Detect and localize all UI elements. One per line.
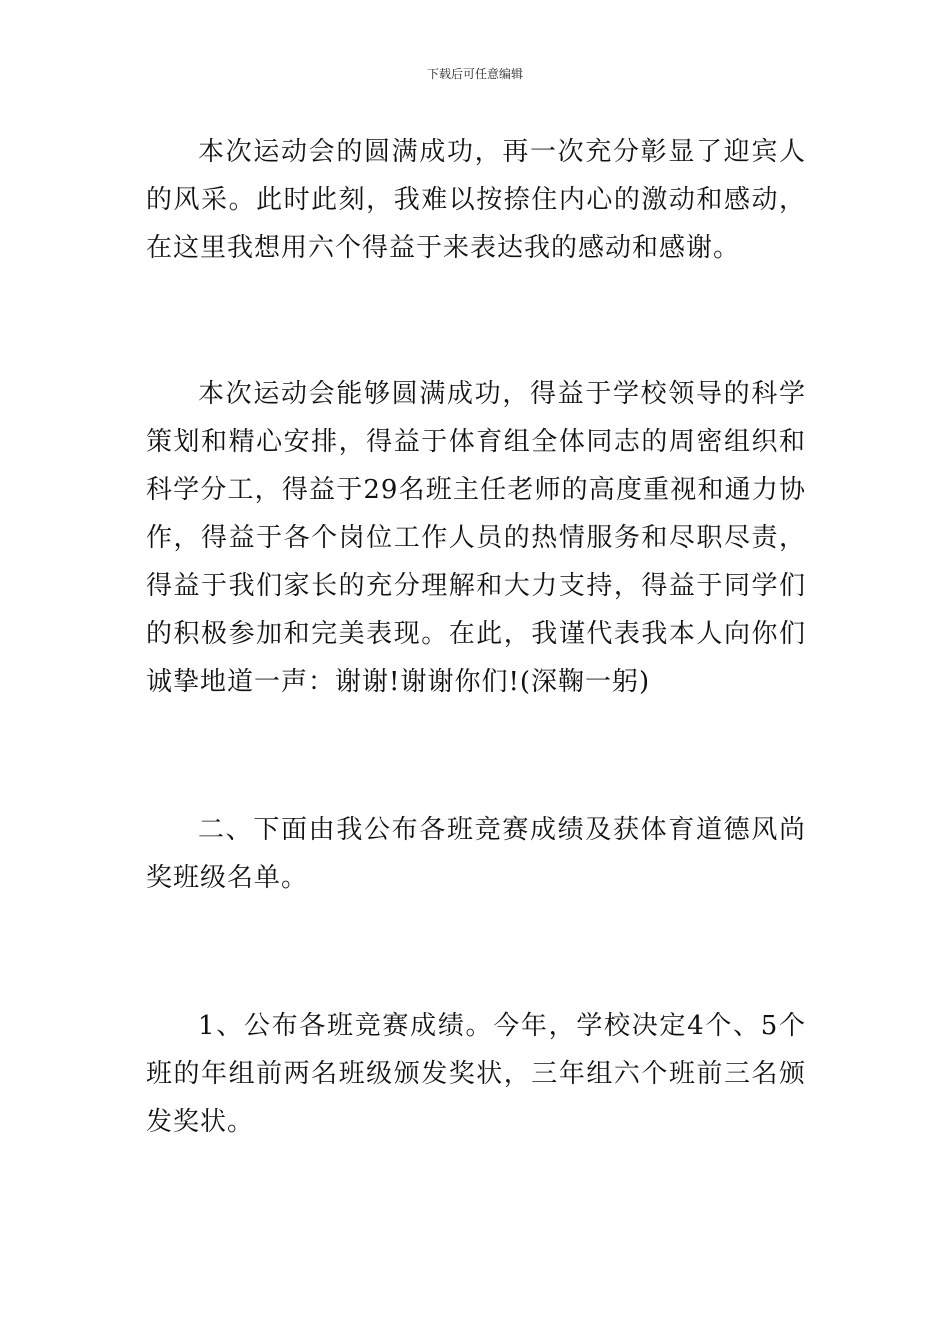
paragraph-section-two-heading: 二、下面由我公布各班竞赛成绩及获体育道德风尚奖班级名单。 <box>146 815 806 893</box>
paragraph-results-announcement: 1、公布各班竞赛成绩。今年，学校决定4个、5个班的年组前两名班级颁发奖状，三年组六个班前三名颁发奖状。 <box>146 1011 806 1137</box>
paragraph-closing-thanks-intro: 本次运动会的圆满成功，再一次充分彰显了迎宾人的风采。此时此刻，我难以按捺住内心的激动和感动，在这里我想用六个得益于来表达我的感动和感谢。 <box>146 137 806 263</box>
document-body <box>146 128 806 1146</box>
paragraph-thanks-list: 本次运动会能够圆满成功，得益于学校领导的科学策划和精心安排，得益于体育组全体同志的周密组织和科学分工，得益于29名班主任老师的高度重视和通力协作，得益于各个岗位工作人员的热情服务和尽职尽责，得益于我们家长的充分理解和大力支持，得益于同学们的积极参加和完美表现。在此，我谨代表我本人向你们诚挚地道一声：谢谢!谢谢你们!(深鞠一躬) <box>146 379 806 697</box>
page-header-note: 下载后可任意编辑 <box>426 67 523 81</box>
